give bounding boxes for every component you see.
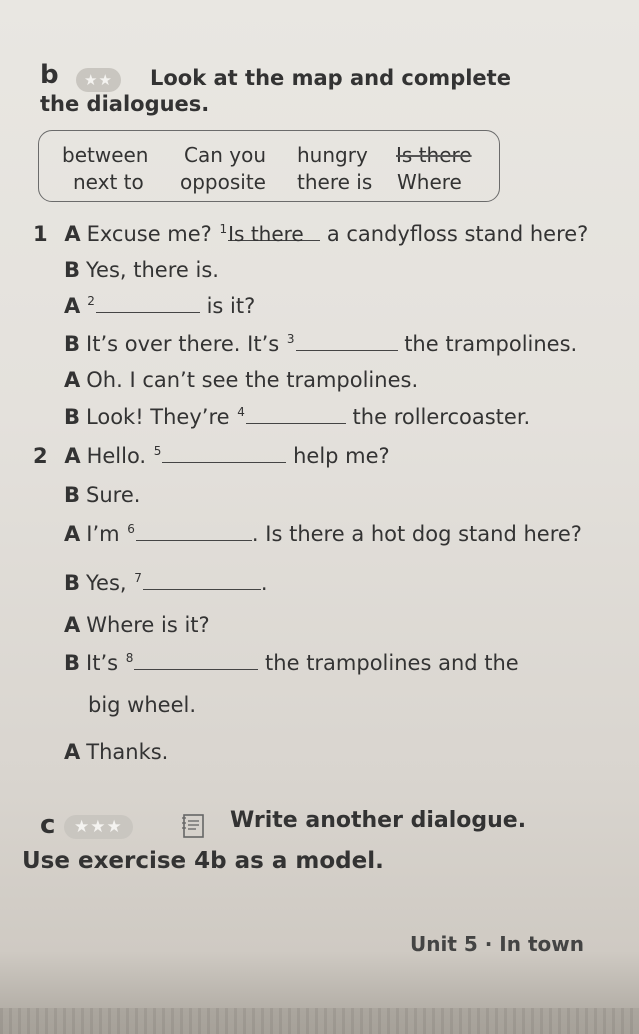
dialogue1-line4 <box>64 332 577 356</box>
line-text: a candyfloss stand here? <box>320 222 589 246</box>
speaker-b: B <box>64 258 81 282</box>
speaker-a: A <box>64 222 81 246</box>
gap-5-blank[interactable] <box>162 444 286 463</box>
speaker-b: B <box>64 651 81 675</box>
gap-number: 7 <box>134 571 142 585</box>
dialogue2-line6 <box>64 651 519 675</box>
writing-notebook-icon <box>180 812 208 840</box>
gap-7-blank[interactable] <box>143 571 261 590</box>
gap-1-answer[interactable]: Is there <box>228 222 320 241</box>
line-text: Hello. <box>86 444 153 468</box>
line-text: Yes, there is. <box>86 258 219 282</box>
line-text: the rollercoaster. <box>345 405 531 429</box>
gap-number: 8 <box>125 651 134 665</box>
dialogue2-line5 <box>64 613 210 637</box>
line-text: . Is there a hot dog stand here? <box>251 522 582 546</box>
line-text: the trampolines. <box>397 332 578 356</box>
exercise-c-letter: c <box>40 810 56 840</box>
word-is-there-crossed: Is there <box>396 143 472 167</box>
gap-number: 5 <box>153 444 162 458</box>
line-text: . <box>260 571 268 595</box>
exercise-c-stars-icon: ★★★ <box>64 815 133 839</box>
word-hungry: hungry <box>297 143 368 167</box>
speaker-b: B <box>64 405 81 429</box>
line-text: Oh. I can’t see the trampolines. <box>86 368 419 392</box>
gap-number: 2 <box>87 294 95 308</box>
word-there-is: there is <box>297 170 373 194</box>
dialogue1-line3 <box>64 294 255 318</box>
word-next-to: next to <box>73 170 144 194</box>
dialogue2-line1 <box>33 444 390 468</box>
gap-number: 4 <box>237 405 245 419</box>
line-text: Thanks. <box>86 740 169 764</box>
line-text: I’m <box>86 522 127 546</box>
dialogue2-line3 <box>64 522 582 546</box>
gap-2-blank[interactable] <box>96 294 200 313</box>
speaker-a: A <box>64 740 81 764</box>
speaker-b: B <box>64 571 81 595</box>
line-text: Yes, <box>86 571 134 595</box>
unit-footer: Unit 5 · In town <box>410 932 584 956</box>
line-text: Sure. <box>86 483 141 507</box>
line-text: Where is it? <box>86 613 210 637</box>
exercise-c-instruction-line2: Use exercise 4b as a model. <box>22 848 384 874</box>
dialogue2-number: 2 <box>33 444 48 468</box>
line-text: It’s over there. It’s <box>86 332 286 356</box>
line-text: big wheel. <box>88 693 197 717</box>
gap-3-blank[interactable] <box>296 332 398 351</box>
exercise-b-instruction-line1: Look at the map and complete <box>150 66 511 90</box>
dialogue1-line2 <box>64 258 219 282</box>
speaker-b: B <box>64 332 81 356</box>
speaker-a: A <box>64 522 81 546</box>
gap-number: 3 <box>286 332 295 346</box>
dialogue2-line4 <box>64 571 268 595</box>
exercise-b-stars-icon: ★★ <box>76 68 121 92</box>
speaker-b: B <box>64 483 81 507</box>
line-text: help me? <box>286 444 390 468</box>
line-text: the trampolines and the <box>258 651 519 675</box>
line-text: Look! They’re <box>86 405 237 429</box>
gap-number: 1 <box>219 222 228 236</box>
word-between: between <box>62 143 149 167</box>
exercise-b-letter: b <box>40 60 59 90</box>
dialogue2-line8 <box>64 740 168 764</box>
dialogue2-line2 <box>64 483 140 507</box>
speaker-a: A <box>64 613 81 637</box>
word-where: Where <box>397 170 462 194</box>
speaker-a: A <box>64 444 81 468</box>
dialogue1-line5 <box>64 368 418 392</box>
dialogue1-line6 <box>64 405 530 429</box>
line-text: is it? <box>199 294 256 318</box>
dialogue1-number: 1 <box>33 222 48 246</box>
line-text: Excuse me? <box>86 222 219 246</box>
dialogue1-line1 <box>33 222 588 246</box>
exercise-b-instruction-line2: the dialogues. <box>40 92 210 116</box>
word-can-you: Can you <box>184 143 267 167</box>
gap-6-blank[interactable] <box>136 522 252 541</box>
speaker-a: A <box>64 294 81 318</box>
gap-8-blank[interactable] <box>134 651 258 670</box>
word-opposite: opposite <box>180 170 266 194</box>
line-text: It’s <box>86 651 125 675</box>
gap-4-blank[interactable] <box>246 405 346 424</box>
dialogue2-line7 <box>88 693 196 717</box>
speaker-a: A <box>64 368 81 392</box>
exercise-c-instruction-line1: Write another dialogue. <box>230 808 527 833</box>
page-edge-shadow <box>0 1008 639 1034</box>
gap-number: 6 <box>127 522 135 536</box>
